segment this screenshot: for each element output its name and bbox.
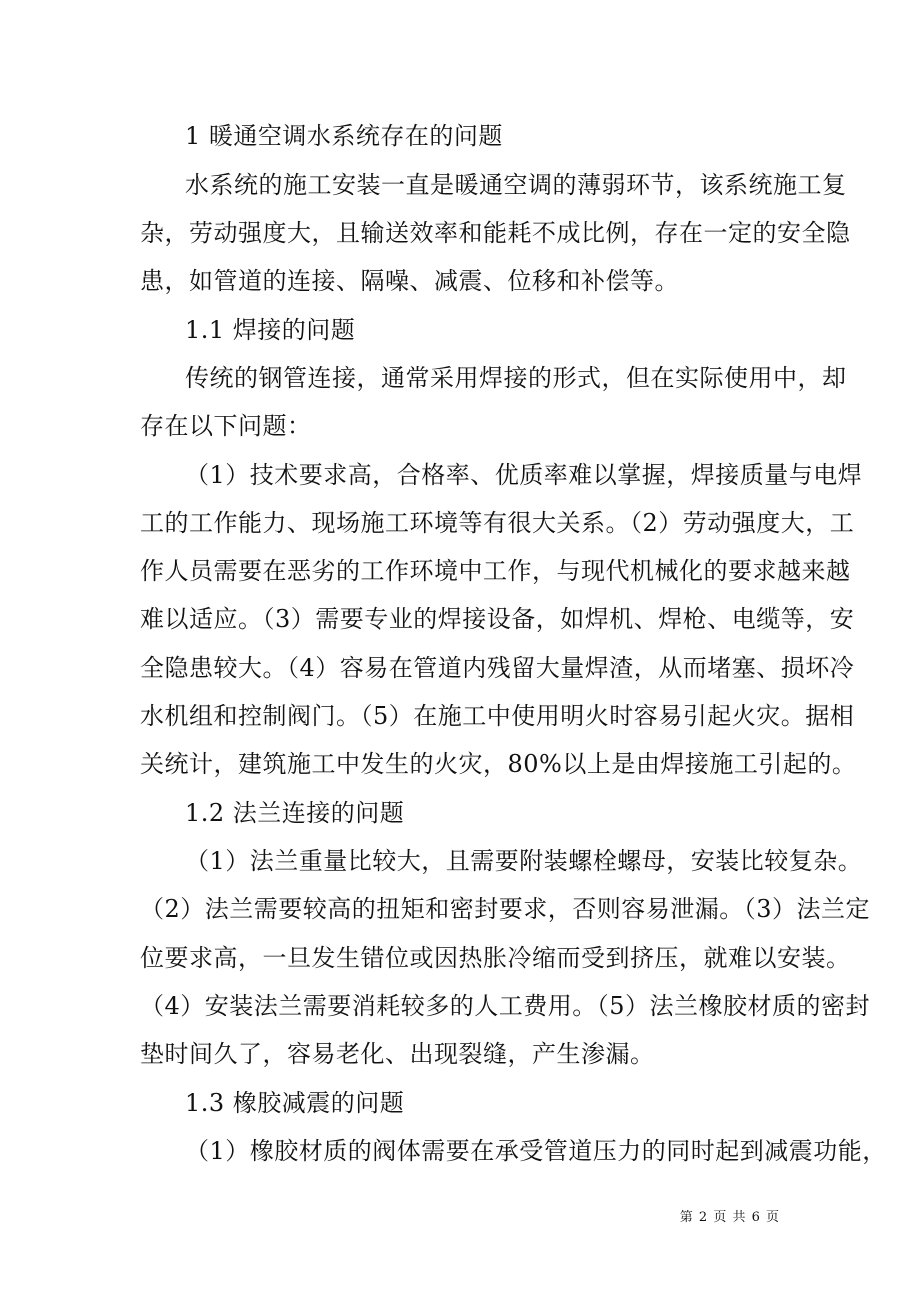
paragraph-line: 传统的钢管连接，通常采用焊接的形式，但在实际使用中，却: [185, 364, 847, 392]
section-heading-1: 1 暖通空调水系统存在的问题: [185, 122, 503, 150]
paragraph-line: 工的工作能力、现场施工环境等有很大关系。（2）劳动强度大，工: [140, 509, 855, 537]
paragraph-line: 水机组和控制阀门。（5）在施工中使用明火时容易引起火灾。据相: [140, 702, 855, 730]
paragraph-line: （1）法兰重量比较大，且需要附装螺栓螺母，安装比较复杂。: [185, 847, 863, 875]
paragraph-line: 存在以下问题：: [140, 412, 312, 440]
section-heading-1-3: 1.3 橡胶减震的问题: [185, 1089, 405, 1117]
section-heading-1-2: 1.2 法兰连接的问题: [185, 799, 405, 827]
paragraph-line: 患，如管道的连接、隔噪、减震、位移和补偿等。: [140, 267, 679, 295]
paragraph-line: （1）橡胶材质的阀体需要在承受管道压力的同时起到减震功能，: [185, 1137, 887, 1165]
paragraph-line: 全隐患较大。（4）容易在管道内残留大量焊渣，从而堵塞、损坏冷: [140, 654, 855, 682]
paragraph-line: 位要求高，一旦发生错位或因热胀冷缩而受到挤压，就难以安装。: [140, 944, 851, 972]
paragraph-line: 作人员需要在恶劣的工作环境中工作，与现代机械化的要求越来越: [140, 557, 851, 585]
paragraph-line: 关统计，建筑施工中发生的火灾，80%以上是由焊接施工引起的。: [140, 750, 857, 778]
section-heading-1-1: 1.1 焊接的问题: [185, 316, 356, 344]
paragraph-line: 难以适应。（3）需要专业的焊接设备，如焊机、焊枪、电缆等，安: [140, 605, 855, 633]
page-number-footer: 第 2 页 共 6 页: [679, 1210, 780, 1225]
paragraph-line: （1）技术要求高，合格率、优质率难以掌握，焊接质量与电焊: [185, 461, 863, 489]
paragraph-line: 杂，劳动强度大，且输送效率和能耗不成比例，存在一定的安全隐: [140, 219, 851, 247]
paragraph-line: （2）法兰需要较高的扭矩和密封要求，否则容易泄漏。（3）法兰定: [140, 895, 871, 923]
paragraph-line: 垫时间久了，容易老化、出现裂缝，产生渗漏。: [140, 1040, 655, 1068]
paragraph-line: （4）安装法兰需要消耗较多的人工费用。（5）法兰橡胶材质的密封: [140, 992, 871, 1020]
paragraph-line: 水系统的施工安装一直是暖通空调的薄弱环节，该系统施工复: [185, 171, 847, 199]
